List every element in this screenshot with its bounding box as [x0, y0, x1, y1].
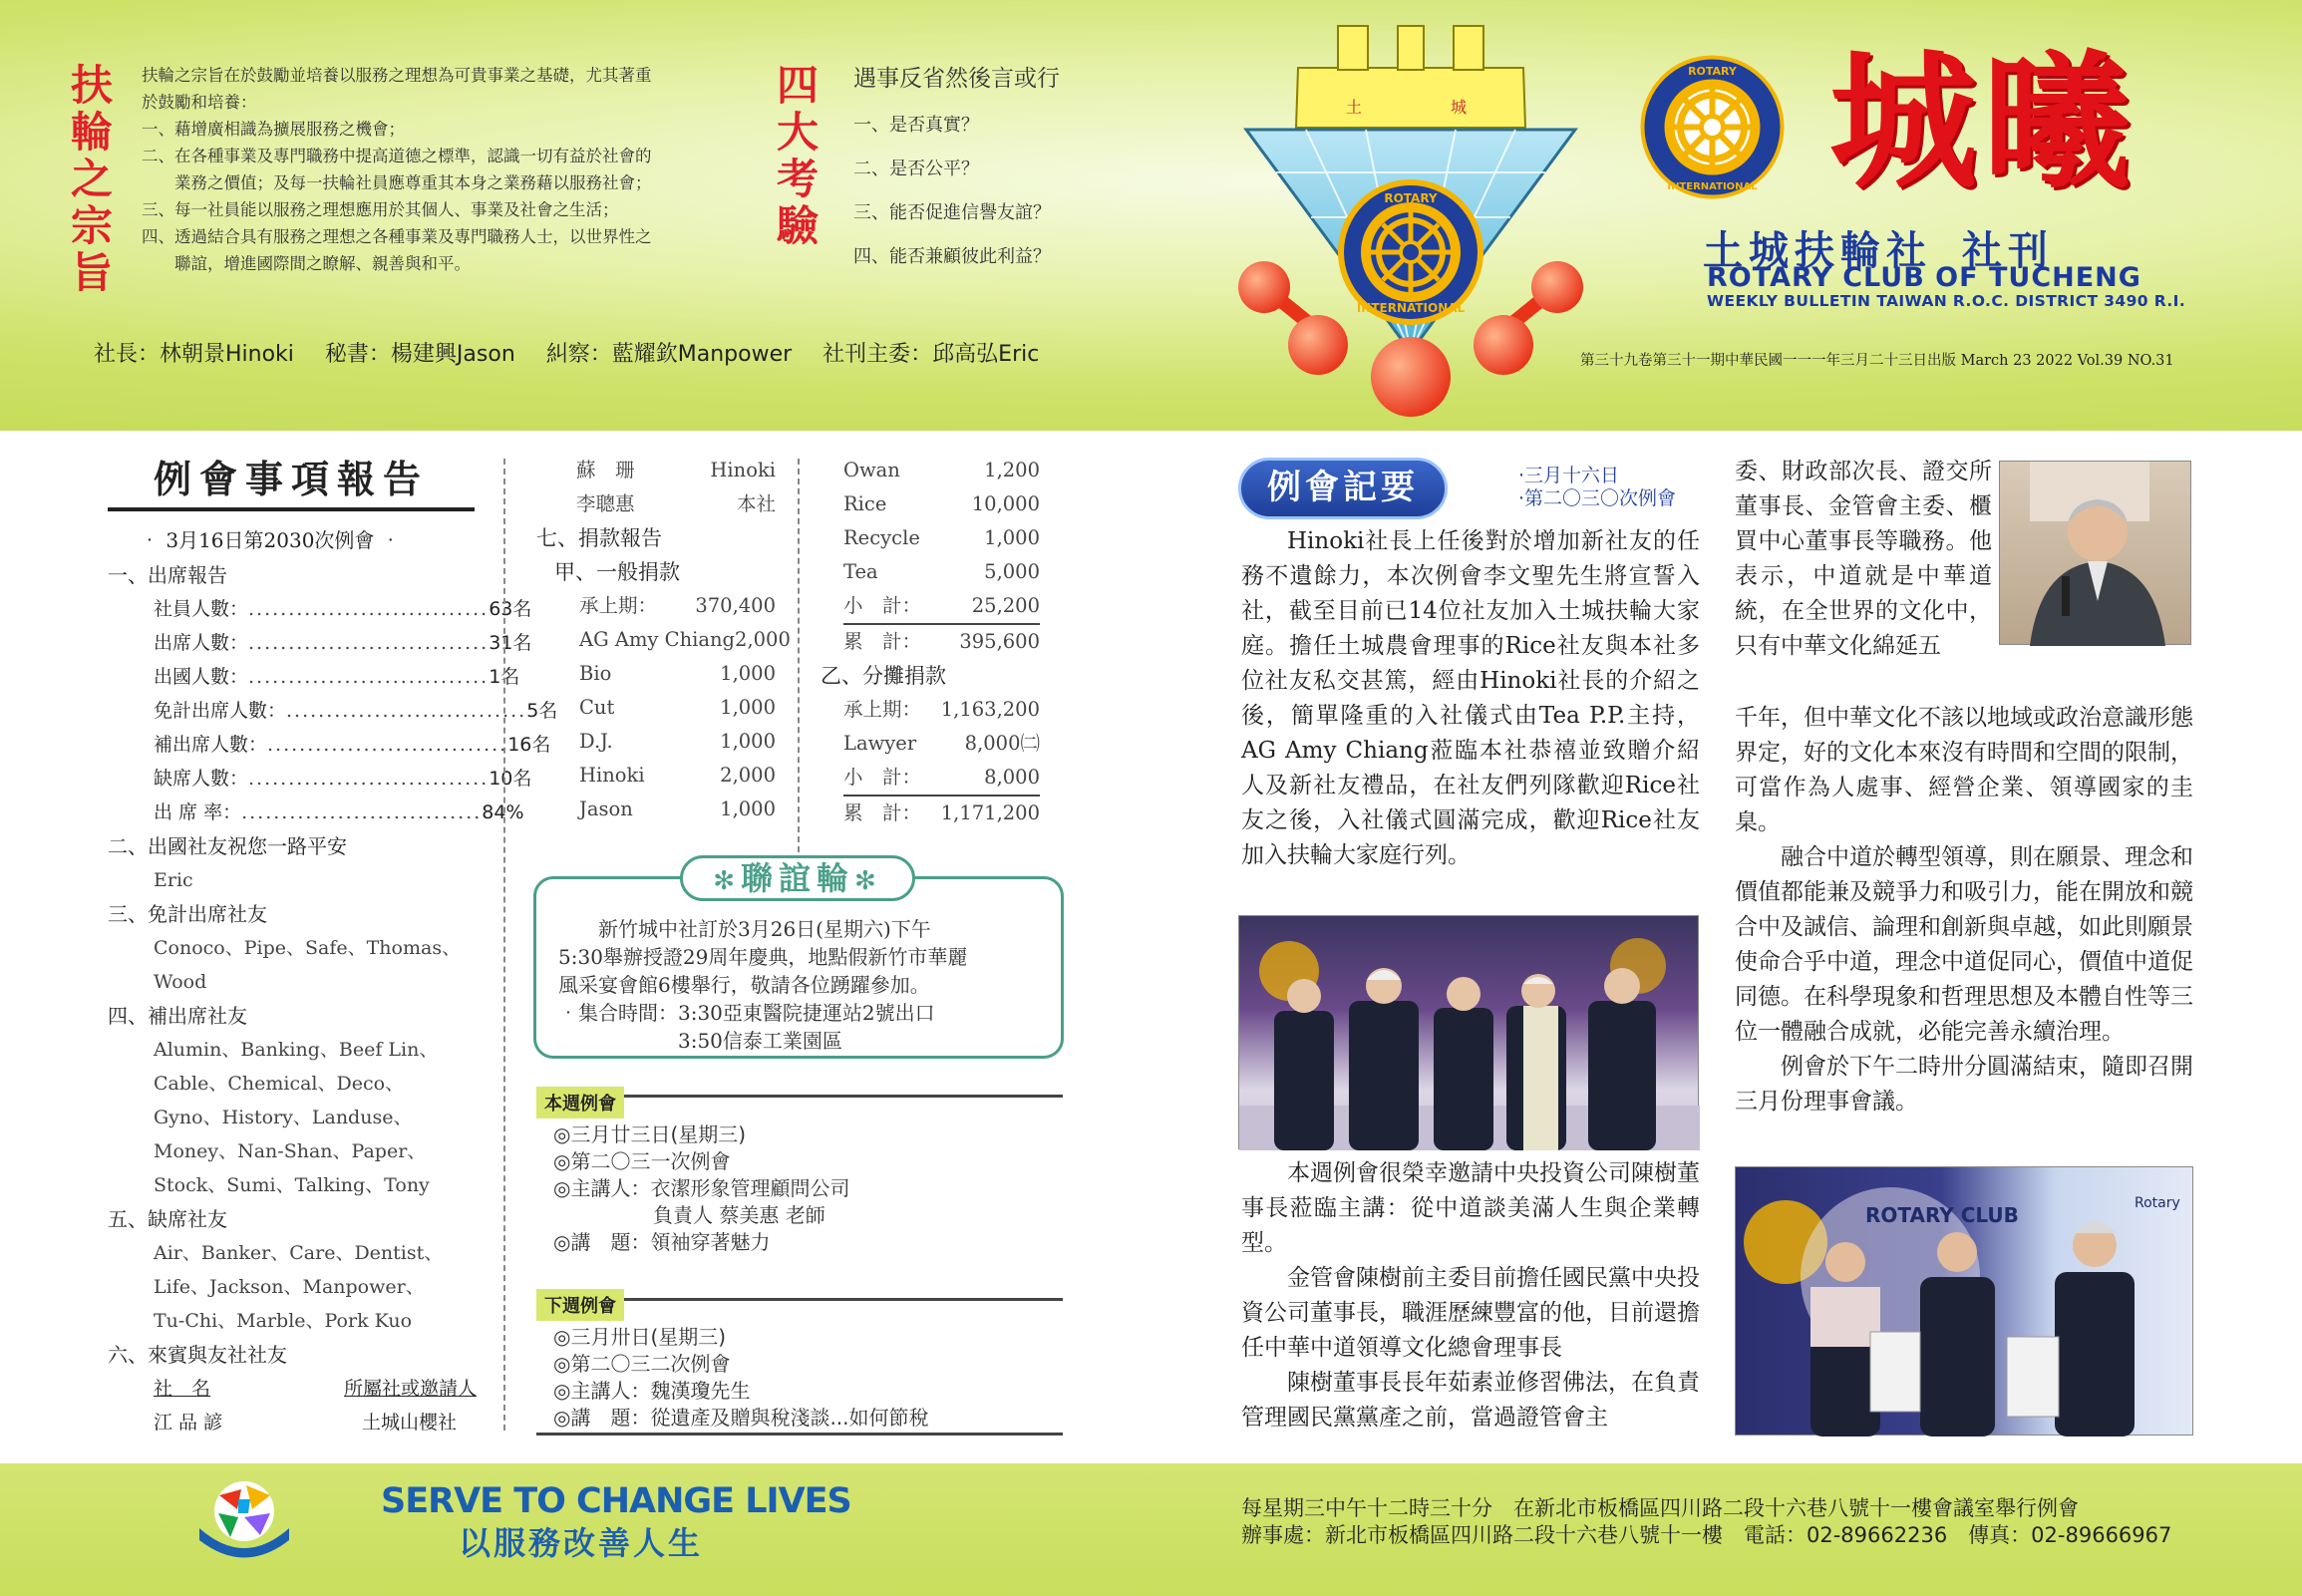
donation-left: 蘇 珊 Hinoki 李聰惠 本社 七、捐款報告 甲、一般捐款 承上期： 370,400 AG Amy Chiang 2,000 Bio 1,000 Cut 1,000 D.J. 1,000 Hinoki 2,000 Jason 1,000	[536, 459, 791, 820]
group-photo	[1238, 915, 1699, 1149]
attendance-row: 免計出席人數： .............................. 5名	[154, 700, 558, 722]
attendance-row: 補出席人數： .............................. 16名	[154, 734, 551, 756]
gift-photo	[1735, 1166, 2193, 1436]
club-name-zh: 土城扶輪社 社刊	[1703, 228, 2054, 274]
svg-text:ROTARY CLUB: ROTARY CLUB	[1865, 1203, 2019, 1227]
attendance-list	[108, 592, 558, 829]
this-week-tag: 本週例會	[536, 1087, 624, 1118]
schedule-bottom-rule	[536, 1433, 1063, 1436]
svg-text:ROTARY: ROTARY	[1688, 65, 1737, 78]
attendance-row: 缺席人數： .............................. 10名	[154, 768, 532, 790]
issue-line: 第三十九卷第三十一期中華民國一一一年三月二十三日出版 March 23 2022 Vol.39 NO.31	[1580, 353, 2174, 369]
mission-title: 扶輪之宗旨	[70, 61, 113, 297]
guest-row: 江 品 諺 土城山櫻社	[154, 1412, 457, 1434]
fellowship-text: 新竹城中社訂於3月26日(星期六)下午 5:30舉辦授證29周年慶典，地點假新竹市華麗 風采宴會館6樓舉行，敬請各位踴躍參加。 ‧集合時間：3:30亞東醫院捷運站2號出口 3:50信泰工業園區	[558, 917, 968, 1053]
minutes-title: 例會記要	[1238, 458, 1448, 519]
rotary-wheel-logo	[1640, 55, 1785, 199]
report-meeting: ‧ 3月16日第2030次例會 ‧	[140, 528, 401, 552]
speaker-photo	[1999, 461, 2191, 645]
next-week-details: ◎三月卅日(星期三) ◎第二〇三二次例會 ◎主講人：魏漢瓊先生 ◎講 題：從遺產及贈與稅淺談...如何節稅	[553, 1325, 929, 1430]
footer-address: 每星期三中午十二時三十分 在新北市板橋區四川路二段十六巷八號十一樓會議室舉行例會 辦事處：新北市板橋區四川路二段十六巷八號十一樓 電話：02-89662236 傳真：02-89666967	[1241, 1496, 2172, 1547]
club-subtitle: WEEKLY BULLETIN TAIWAN R.O.C. DISTRICT 3490 R.I.	[1707, 292, 2186, 310]
attendance-row: 出 席 率： .............................. 84%	[154, 801, 524, 823]
svg-text:ROTARY: ROTARY	[1384, 191, 1438, 205]
column-divider	[503, 459, 505, 1431]
svg-text:INTERNATIONAL: INTERNATIONAL	[1356, 301, 1466, 315]
svg-text:INTERNATIONAL: INTERNATIONAL	[1667, 181, 1758, 192]
mission-text: 扶輪之宗旨在於鼓勵並培養以服務之理想為可貴事業之基礎，尤其著重 於鼓勵和培養： 一、藉增廣相識為擴展服務之機會； 二、在各種事業及專門職務中提高道德之標準，認識一切有益於社會的 業務之價值；及每一扶輪社員應尊重其本身之業務藉以服務社會； 三、每一社員能以服務之理想應用於其個人、事業及社會之生活； 四、透過結合具有服務之理想之各種事業及專門職務人士，以世界性之 聯誼，增進國際間之瞭解、親善與和平。	[142, 66, 652, 273]
this-week-details: ◎三月廿三日(星期三) ◎第二〇三一次例會 ◎主講人：衣潔形象管理顧問公司 負責人 蔡美惠 老師 ◎講 題：領袖穿著魅力	[553, 1122, 850, 1254]
minutes-paragraph-3: 委、財政部次長、證交所董事長、金管會主委、櫃買中心董事長等職務。他表示，中道就是中華道統，在全世界的文化中，只有中華文化綿延五	[1735, 459, 1992, 659]
slogan-zh: 以服務改善人生	[459, 1524, 704, 1562]
serve-logo-icon	[194, 1473, 294, 1563]
club-name-en: ROTARY CLUB OF TUCHENG	[1707, 262, 2141, 293]
svg-text:Rotary: Rotary	[2135, 1195, 2180, 1211]
minutes-date: ‧三月十六日 ‧第二〇三〇次例會	[1518, 465, 1677, 509]
attendance-row: 出席人數： .............................. 31名	[154, 632, 532, 654]
minutes-paragraph-4: 千年，但中華文化不該以地域或政治意識形態界定，好的文化本來沒有時間和空間的限制，可當作為人處事、經營企業、領導國家的圭臬。 融合中道於轉型領導，則在願景、理念和價值都能兼及競爭力和吸引力，能在開放和競合中及誠信、論理和創新與卓越，如此則願景使命合乎中道，理念中道促同心，價值中道促同德。在科學現象和哲理思想及本體自性等三位一體融合成就，必能完善永續治理。 例會於下午二時卅分圓滿結束，隨即召開三月份理事會議。	[1735, 705, 2193, 1115]
minutes-paragraph-2: 本週例會很榮幸邀請中央投資公司陳樹董事長蒞臨主講：從中道談美滿人生與企業轉型。 金管會陳樹前主委目前擔任國民黨中央投資公司董事長，職涯歷練豐富的他，目前還擔任中華中道領導文化總會理事長 陳樹董事長長年茹素並修習佛法，在負責管理國民黨黨產之前，當過證管會主	[1241, 1160, 1700, 1431]
svg-text:城: 城	[1451, 98, 1468, 117]
club-emblem-logo	[1226, 8, 1595, 422]
report-title: 例會事項報告	[153, 458, 429, 501]
bulletin-name: 城曦	[1829, 35, 2137, 208]
column-divider	[798, 459, 800, 852]
four-way-test-title: 四大考驗	[776, 61, 819, 250]
slogan-en: SERVE TO CHANGE LIVES	[381, 1481, 851, 1521]
four-way-test: 遇事反省然後言或行 一、是否真實？ 二、是否公平？ 三、能否促進信譽友誼？ 四、能否兼顧彼此利益？	[853, 66, 1060, 267]
next-week-tag: 下週例會	[536, 1289, 624, 1321]
donation-right: Owan 1,200 Rice 10,000 Recycle 1,000 Tea 5,000 小 計： 25,200 累 計： 395,600 乙、分攤捐款 承上期： 1,163,200 Lawyer 8,000㈡ 小 計： 8,000 累 計： 1,171,200	[821, 459, 1040, 824]
guest-table-header: 社 名 所屬社或邀請人	[154, 1378, 477, 1400]
attendance-row: 社員人數： .............................. 63名	[154, 598, 532, 620]
attendance-row: 出國人數： .............................. 1名	[154, 666, 520, 688]
report-body: 一、出席報告 社員人數： .............................. 63名 出席人數： .............................. 31名 出國人數： .............................. 1名 免計出席人數： .............................. 5名 補出席人數： .............................. 16名 缺席人數： .............................. 10名 出 席 率： .............................. 84% 二、出國社友祝您一路平安 Eric 三、免計出席社友 Conoco、Pipe、Safe、Thomas、 Wood 四、補出席社友 Alumin、Banking、Beef Lin、 Cable、Chemical、Deco、 Gyno、History、Landuse、 Money、Nan-Shan、Paper、 Stock、Sumi、Talking、Tony 五、缺席社友 Air、Banker、Care、Dentist、 Life、Jackson、Manpower、 Tu-Chi、Marble、Pork Kuo 六、來賓與友社社友 社 名 所屬社或邀請人 江 品 諺 土城山櫻社	[108, 558, 477, 1439]
report-title-rule	[108, 507, 475, 511]
fellowship-title: ✻聯誼輪✻	[680, 855, 915, 901]
officers-line: 社長：林朝景Hinoki 秘書：楊建興Jason 糾察：藍耀欽Manpower 社刊主委：邱高弘Eric	[94, 342, 1040, 367]
minutes-paragraph-1: Hinoki社長上任後對於增加新社友的任務不遺餘力，本次例會李文聖先生將宣誓入社，截至目前已14位社友加入土城扶輪大家庭。擔任土城農會理事的Rice社友與本社多位社友私交甚篤，經由Hinoki社長的介紹之後，簡單隆重的入社儀式由Tea P.P.主持，AG Amy Chiang蒞臨本社恭禧並致贈介紹人及新社友禮品，在社友們列隊歡迎Rice社友之後，入社儀式圓滿完成，歡迎Rice社友加入扶輪大家庭行列。	[1241, 528, 1700, 868]
svg-text:土: 土	[1346, 98, 1363, 117]
